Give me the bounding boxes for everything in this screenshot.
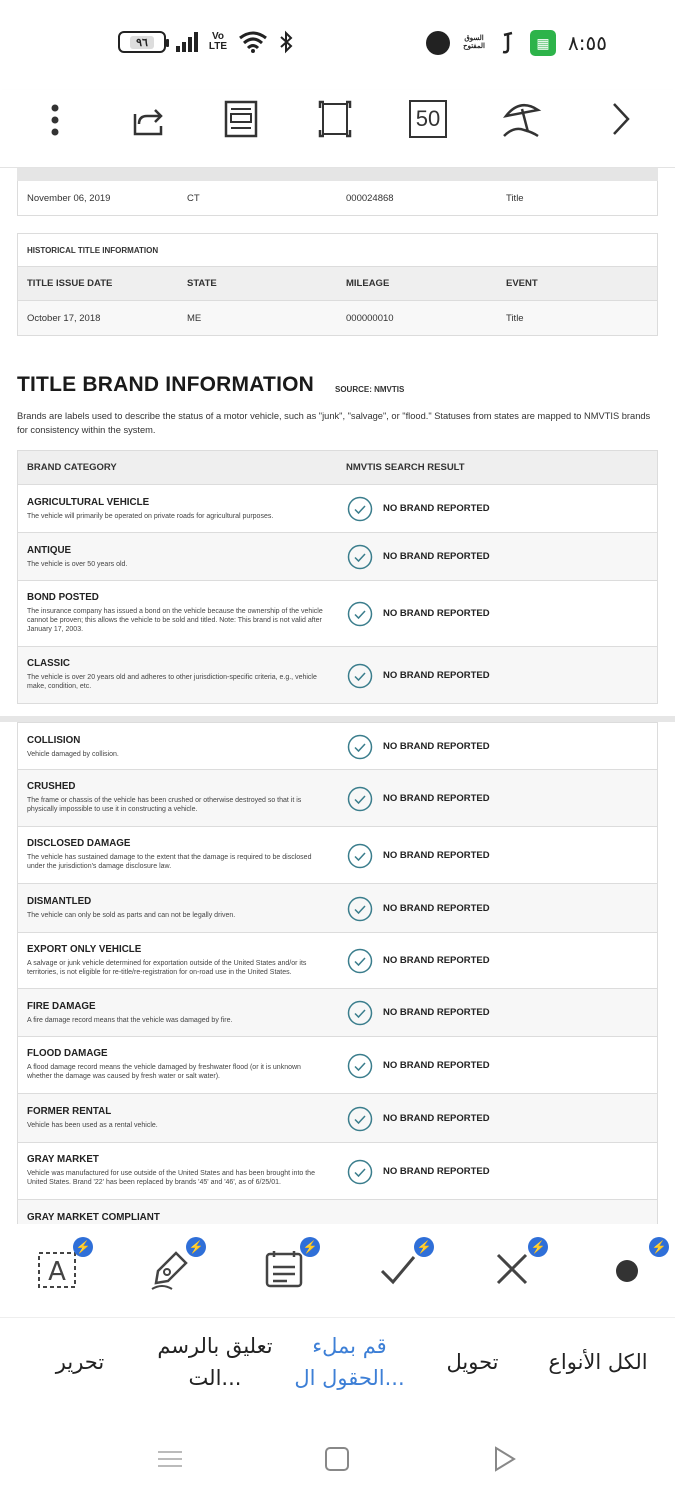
brand-name: GRAY MARKET [27, 1154, 99, 1165]
signal-icon [176, 32, 198, 52]
more-vert-icon[interactable] [30, 96, 80, 142]
premium-badge-icon: ⚡ [186, 1237, 206, 1257]
clock: ٨:٥٥ [568, 31, 607, 55]
brand-result: NO BRAND REPORTED [383, 1166, 490, 1177]
brand-result: NO BRAND REPORTED [383, 850, 490, 861]
premium-badge-icon: ⚡ [300, 1237, 320, 1257]
header-brand-category: BRAND CATEGORY [27, 462, 117, 473]
check-mark-icon[interactable] [376, 1240, 432, 1299]
brand-name: FORMER RENTAL [27, 1106, 112, 1117]
brand-name: GRAY MARKET COMPLIANT [27, 1212, 160, 1223]
brand-result: NO BRAND REPORTED [383, 1007, 490, 1018]
home-icon[interactable] [317, 1439, 357, 1479]
brand-row [17, 770, 658, 827]
check-circle-icon [347, 948, 373, 974]
svg-text:A: A [48, 1257, 66, 1287]
header-title-issue-date: TITLE ISSUE DATE [27, 278, 113, 289]
record-mileage: 000024868 [346, 192, 394, 204]
premium-badge-icon: ⚡ [528, 1237, 548, 1257]
tab-convert[interactable]: تحويل [446, 1350, 499, 1374]
annotation-toolbar [0, 1225, 675, 1317]
form-icon[interactable] [262, 1240, 318, 1299]
brand-result: NO BRAND REPORTED [383, 608, 490, 619]
brand-name: EXPORT ONLY VEHICLE [27, 944, 142, 955]
historical-title-heading [17, 233, 658, 267]
brand-description: Vehicle has been used as a rental vehicle. [27, 1122, 158, 1129]
premium-badge-icon: ⚡ [414, 1237, 434, 1257]
brand-description: A salvage or junk vehicle determined for exportation outside of the United States and/or its territories, is not eligible for re-title/re-registration for on-road use in the United States. [27, 960, 307, 976]
signature-icon[interactable] [148, 1240, 204, 1299]
check-circle-icon [347, 1053, 373, 1079]
brand-name: FIRE DAMAGE [27, 1001, 96, 1012]
premium-badge-icon: ⚡ [73, 1237, 93, 1257]
brand-description: The vehicle can only be sold as parts and can not be legally driven. [27, 912, 236, 919]
brand-row [17, 884, 658, 933]
check-circle-icon [347, 601, 373, 627]
status-bar [0, 0, 675, 90]
battery-icon [118, 31, 166, 53]
historical-mileage: 000000010 [346, 312, 394, 324]
brand-description: A fire damage record means that the vehicle was damaged by fire. [27, 1017, 233, 1024]
back-icon[interactable] [484, 1439, 524, 1479]
historical-event: Title [506, 312, 524, 324]
historical-header-row [17, 267, 658, 301]
brand-result: NO BRAND REPORTED [383, 793, 490, 804]
brand-name: AGRICULTURAL VEHICLE [27, 497, 150, 508]
header-search-result: NMVTIS SEARCH RESULT [346, 462, 465, 473]
brand-row [17, 1200, 658, 1224]
check-circle-icon [347, 496, 373, 522]
pdf-document-view[interactable] [0, 168, 675, 1224]
battery-level: ٩٦ [130, 36, 154, 49]
record-date: November 06, 2019 [27, 192, 111, 204]
check-circle-icon [347, 1106, 373, 1132]
record-event: Title [506, 192, 524, 204]
brand-description: The frame or chassis of the vehicle has been crushed or otherwise destroyed so that it is physically impossible to use it in constructing a vehicle. [27, 797, 302, 813]
brand-name: FLOOD DAMAGE [27, 1048, 108, 1059]
brand-row [17, 1037, 658, 1094]
historical-data-row [17, 301, 658, 336]
cross-mark-icon[interactable] [490, 1240, 546, 1299]
tab-all-types[interactable]: الكل الأنواع [548, 1350, 648, 1374]
juice-app-icon [498, 31, 518, 55]
brand-name: ANTIQUE [27, 545, 72, 556]
zoom-icon[interactable] [403, 96, 453, 142]
brand-result: NO BRAND REPORTED [383, 1060, 490, 1071]
reader-mode-icon[interactable] [216, 96, 266, 142]
brand-row [17, 1094, 658, 1143]
brand-name: CRUSHED [27, 781, 76, 792]
check-circle-icon [347, 843, 373, 869]
header-state: STATE [187, 278, 217, 289]
mode-tab-bar [0, 1317, 675, 1417]
wifi-icon [238, 30, 268, 54]
historical-date: October 17, 2018 [27, 312, 101, 324]
title-record-row [17, 181, 658, 216]
fullscreen-icon[interactable] [310, 96, 360, 142]
brand-name: COLLISION [27, 735, 81, 746]
check-circle-icon [347, 896, 373, 922]
tab-draw-comment[interactable]: تعليق بالرسم الت... [157, 1334, 273, 1390]
dot-icon[interactable] [605, 1240, 667, 1299]
brand-result: NO BRAND REPORTED [383, 551, 490, 562]
next-icon[interactable] [595, 96, 645, 142]
brand-row [17, 1143, 658, 1200]
brand-row [17, 989, 658, 1037]
brand-name: DISCLOSED DAMAGE [27, 838, 131, 849]
header-event: EVENT [506, 278, 538, 289]
brand-description: Vehicle was manufactured for use outside of the United States and has been brought into the United States. Brand '22' has been replaced by brands '45' and '46', as of 6/25/01. [27, 1170, 315, 1186]
premium-badge-icon: ⚡ [649, 1237, 669, 1257]
brand-header-row [17, 450, 658, 485]
table-header-remnant [17, 168, 658, 181]
check-circle-icon [347, 544, 373, 570]
shopping-app-icon: ▦ [530, 30, 556, 56]
bluetooth-icon [278, 30, 294, 54]
status-left [118, 30, 294, 54]
brand-name: DISMANTLED [27, 896, 92, 907]
historical-state: ME [187, 312, 202, 324]
brand-description: The insurance company has issued a bond on the vehicle because the ownership of the vehicle cannot be proven; this allows the vehicle to be sold and titled. Note: This brand is not valid after January 17, 2003. [27, 608, 323, 633]
brand-description: The vehicle has sustained damage to the extent that the damage is required to be disclosed under the jurisdiction's damage disclosure law. [27, 854, 312, 870]
section-description: Brands are labels used to describe the status of a motor vehicle, such as "junk", "salvage", or "flood." Statuses from states are mapped to NMVTIS brands for consistency within the system. [17, 411, 651, 435]
volte-icon: Vo LTE [208, 31, 228, 52]
brand-result: NO BRAND REPORTED [383, 1113, 490, 1124]
beach-icon[interactable] [496, 96, 546, 142]
souq-icon: السوق المفتوح [463, 35, 485, 50]
menu-icon[interactable] [150, 1439, 190, 1479]
brand-row [17, 581, 658, 647]
brand-description: The vehicle will primarily be operated on private roads for agricultural purposes. [27, 513, 274, 520]
brand-row [17, 485, 658, 533]
brand-row [17, 933, 658, 989]
app-notification-icon [426, 31, 450, 55]
brand-name: BOND POSTED [27, 592, 99, 603]
check-circle-icon [347, 786, 373, 812]
record-state: CT [187, 192, 200, 204]
check-circle-icon [347, 663, 373, 689]
brand-name: CLASSIC [27, 658, 71, 669]
pdf-toolbar [0, 90, 675, 168]
brand-row [17, 647, 658, 704]
brand-description: The vehicle is over 20 years old and adheres to other jurisdiction-specific criteria, e.g., vehicle make, condition, etc. [27, 674, 317, 690]
zoom-level: 50 [409, 100, 447, 138]
system-nav-bar [0, 1417, 675, 1500]
section-title: TITLE BRAND INFORMATION [17, 373, 315, 396]
brand-result: NO BRAND REPORTED [383, 955, 490, 966]
brand-description: Vehicle damaged by collision. [27, 751, 119, 758]
brand-row [17, 722, 658, 770]
check-circle-icon [347, 1000, 373, 1026]
brand-description: A flood damage record means the vehicle damaged by freshwater flood (or it is unknown whether the damage was caused by fresh water or salt water). [27, 1064, 301, 1080]
page-separator [0, 716, 675, 722]
brand-result: NO BRAND REPORTED [383, 741, 490, 752]
brand-result: NO BRAND REPORTED [383, 903, 490, 914]
tab-fill-fields[interactable]: قم بملء الحقول ال... [294, 1334, 405, 1390]
source-label: SOURCE: NMVTIS [335, 385, 405, 394]
status-right [426, 30, 607, 56]
share-icon[interactable] [123, 96, 173, 142]
historical-title-label: HISTORICAL TITLE INFORMATION [27, 245, 159, 255]
text-box-icon[interactable] [35, 1240, 91, 1299]
brand-row [17, 533, 658, 581]
check-circle-icon [347, 734, 373, 760]
brand-description: The vehicle is over 50 years old. [27, 561, 128, 568]
tab-edit[interactable]: تحرير [55, 1350, 105, 1374]
header-mileage: MILEAGE [346, 278, 390, 289]
brand-row [17, 827, 658, 884]
check-circle-icon [347, 1159, 373, 1185]
brand-result: NO BRAND REPORTED [383, 503, 490, 514]
brand-result: NO BRAND REPORTED [383, 670, 490, 681]
